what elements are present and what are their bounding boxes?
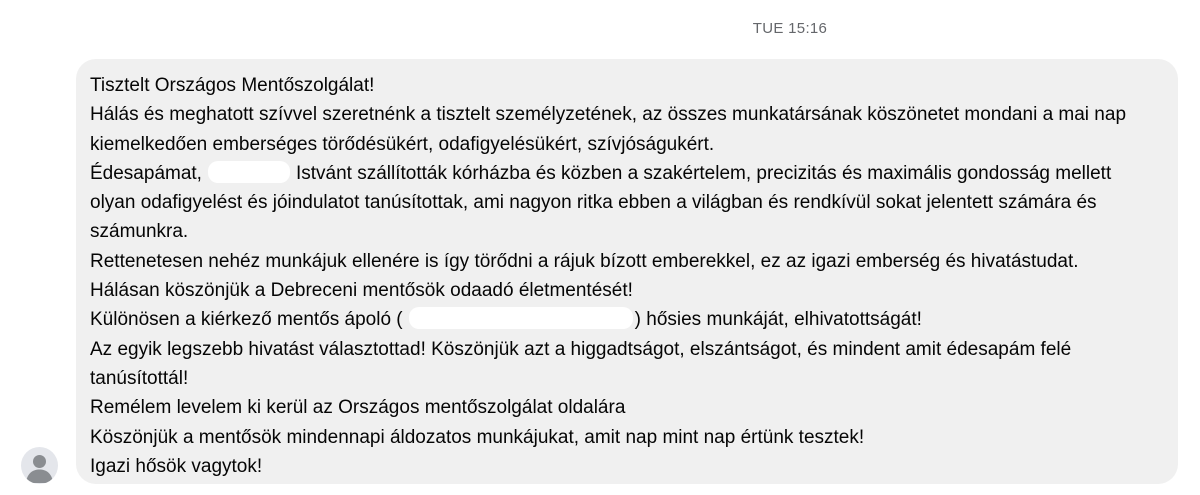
message-text-segment: Édesapámat, [90,162,202,184]
message-line: tanúsítottál! [90,367,189,389]
message-line: Hálásan köszönjük a Debreceni mentősök odaadó életmentését! [90,280,633,302]
message-text-segment: Különösen a kiérkező mentős ápoló ( [90,309,403,331]
redacted-name-block [208,161,290,183]
message-line: Remélem levelem ki kerül az Országos mentőszolgálat oldalára [90,397,626,419]
message-line-with-redaction [90,305,1164,334]
redacted-name-block [409,307,633,329]
message-line: Köszönjük a mentősök mindennapi áldozatos munkájukat, amit nap mint nap értünk tesztek! [90,426,865,448]
default-user-avatar-icon [21,447,58,484]
message-line: olyan odafigyelést és jóindulatot tanúsítottak, ami nagyon ritka ebben a világban és rendkívül sokat jelentett számára és [90,192,1097,214]
message-bubble[interactable] [76,59,1178,484]
message-line: kiemelkedően emberséges törődésükért, odafigyelésükért, szívjóságukért. [90,133,715,155]
message-line: Hálás és meghatott szívvel szeretnénk a tisztelt személyzetének, az összes munkatársának köszönetet mondani a mai nap [90,104,1127,126]
message-line-with-redaction [90,159,1164,188]
message-line: Rettenetesen nehéz munkájuk ellenére is így törődni a rájuk bízott emberekkel, ez az igazi emberség és hivatástudat. [90,250,1079,272]
message-line: Az egyik legszebb hivatást választottad! Köszönjük azt a higgadtságot, elszántságot, és mindent amit édesapám felé [90,338,1072,360]
sender-avatar[interactable] [21,447,58,484]
message-line: számunkra. [90,221,189,243]
message-line: Tisztelt Országos Mentőszolgálat! [90,75,375,96]
message-timestamp: TUE 15:16 [752,20,828,37]
message-line: Igazi hősök vagytok! [90,455,263,477]
message-text-segment: ) hősies munkáját, elhivatottságát! [634,309,922,331]
message-text-segment: Istvánt szállították kórházba és közben a szakértelem, precizitás és maximális gondosság mellett [295,162,1112,184]
